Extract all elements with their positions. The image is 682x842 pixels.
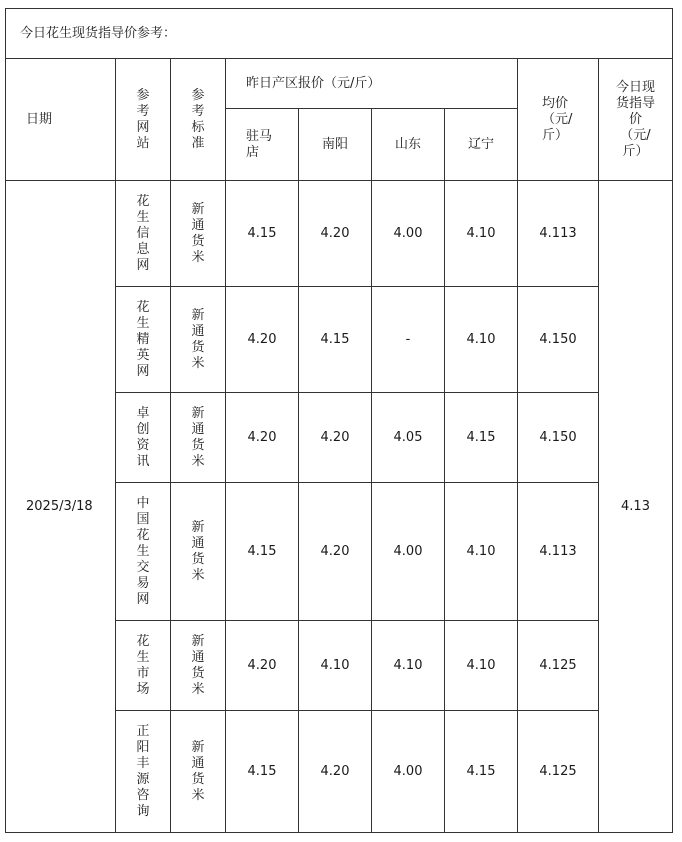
header-zhumadian (226, 109, 299, 181)
zhumadian-price: 4.20 (226, 393, 299, 483)
header-guide (599, 59, 673, 181)
standard-name: 新通货米 (191, 201, 205, 265)
zhumadian-price: 4.15 (226, 483, 299, 621)
shandong-price: 4.00 (372, 711, 445, 833)
standard-cell (171, 483, 226, 621)
liaoning-price: 4.10 (445, 621, 518, 711)
header-avg-label: 均价（元/斤） (542, 95, 573, 143)
table-row (6, 181, 673, 287)
avg-price: 4.150 (518, 393, 599, 483)
header-row-1 (6, 59, 673, 109)
header-guide-label: 今日现货指导价（元/斤） (615, 79, 655, 159)
site-cell (116, 393, 171, 483)
header-liaoning: 辽宁 (445, 109, 518, 181)
table-title: 今日花生现货指导价参考： (6, 9, 673, 59)
title-row (6, 9, 673, 59)
standard-name: 新通货米 (191, 307, 205, 371)
standard-name: 新通货米 (191, 405, 205, 469)
site-name: 花生信息网 (136, 193, 150, 273)
site-name: 花生精英网 (136, 299, 150, 379)
zhumadian-price: 4.20 (226, 621, 299, 711)
site-cell (116, 287, 171, 393)
site-name: 花生市场 (136, 633, 150, 697)
site-cell (116, 483, 171, 621)
standard-cell (171, 181, 226, 287)
standard-cell (171, 621, 226, 711)
site-cell (116, 621, 171, 711)
zhumadian-price: 4.20 (226, 287, 299, 393)
zhumadian-price: 4.15 (226, 181, 299, 287)
avg-price: 4.150 (518, 287, 599, 393)
nanyang-price: 4.15 (299, 287, 372, 393)
shandong-price: 4.00 (372, 483, 445, 621)
site-cell (116, 181, 171, 287)
header-nanyang: 南阳 (299, 109, 372, 181)
header-site-label: 参考网站 (136, 87, 150, 151)
header-avg (518, 59, 599, 181)
shandong-price: 4.05 (372, 393, 445, 483)
nanyang-price: 4.20 (299, 393, 372, 483)
standard-name: 新通货米 (191, 633, 205, 697)
standard-name: 新通货米 (191, 739, 205, 803)
avg-price: 4.113 (518, 483, 599, 621)
header-zhumadian-label: 驻马店 (246, 128, 273, 160)
nanyang-price: 4.20 (299, 483, 372, 621)
avg-price: 4.113 (518, 181, 599, 287)
price-table-container (5, 8, 673, 833)
liaoning-price: 4.10 (445, 483, 518, 621)
liaoning-price: 4.10 (445, 181, 518, 287)
liaoning-price: 4.15 (445, 393, 518, 483)
avg-price: 4.125 (518, 621, 599, 711)
peanut-price-table (5, 8, 673, 833)
date-cell: 2025/3/18 (6, 181, 116, 833)
avg-price: 4.125 (518, 711, 599, 833)
header-site (116, 59, 171, 181)
site-cell (116, 711, 171, 833)
shandong-price: - (372, 287, 445, 393)
header-shandong: 山东 (372, 109, 445, 181)
site-name: 中国花生交易网 (136, 495, 150, 607)
header-origin-group: 昨日产区报价（元/斤） (226, 59, 518, 109)
nanyang-price: 4.20 (299, 711, 372, 833)
standard-cell (171, 711, 226, 833)
guide-price-cell: 4.13 (599, 181, 673, 833)
site-name: 正阳丰源咨询 (136, 723, 150, 819)
nanyang-price: 4.10 (299, 621, 372, 711)
header-standard-label: 参考标准 (191, 87, 205, 151)
liaoning-price: 4.10 (445, 287, 518, 393)
header-standard (171, 59, 226, 181)
shandong-price: 4.10 (372, 621, 445, 711)
standard-cell (171, 393, 226, 483)
shandong-price: 4.00 (372, 181, 445, 287)
site-name: 卓创资讯 (136, 405, 150, 469)
standard-name: 新通货米 (191, 519, 205, 583)
header-date: 日期 (6, 59, 116, 181)
standard-cell (171, 287, 226, 393)
zhumadian-price: 4.15 (226, 711, 299, 833)
nanyang-price: 4.20 (299, 181, 372, 287)
liaoning-price: 4.15 (445, 711, 518, 833)
